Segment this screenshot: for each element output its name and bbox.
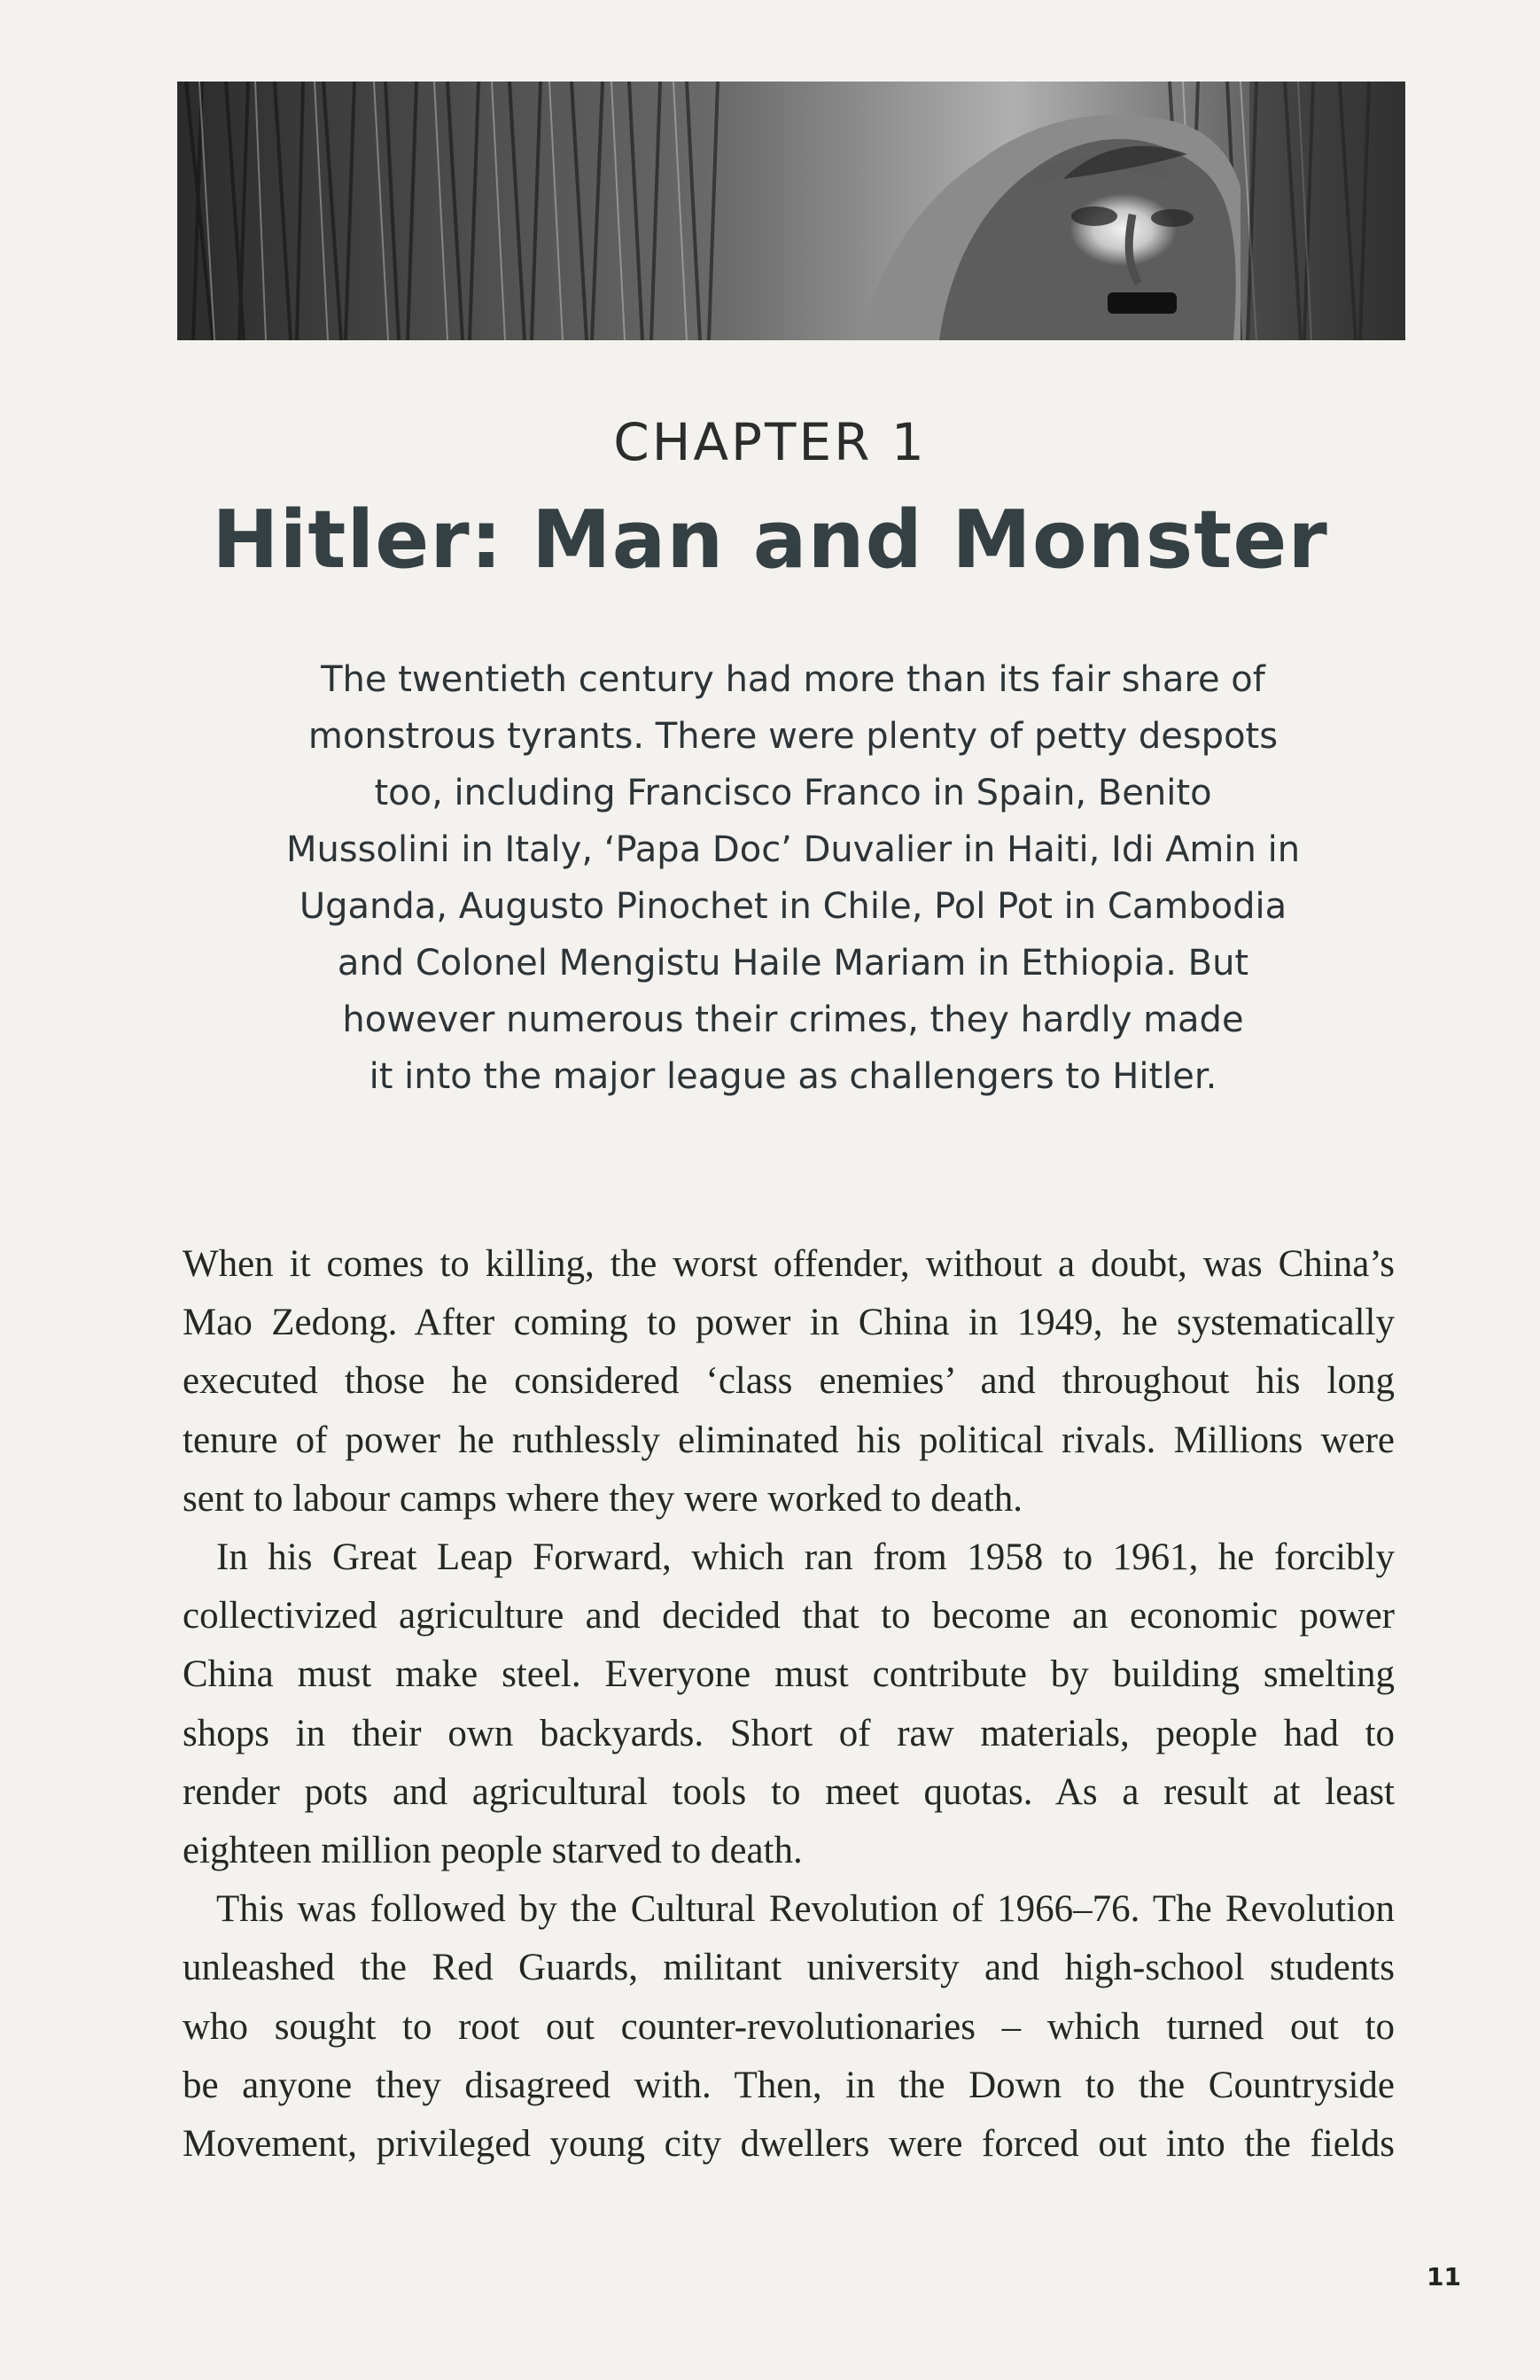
body-line: collectivized agriculture and decided that to become an economic power (183, 1595, 1395, 1637)
intro-line: The twentieth century had more than its fair share of (321, 659, 1265, 700)
body-line: In his Great Leap Forward, which ran from 1958 to 1961, he forcibly (216, 1536, 1395, 1579)
page-number: 11 (1427, 2262, 1461, 2291)
intro-line: monstrous tyrants. There were plenty of petty despots (307, 716, 1279, 757)
body-line: executed those he considered ‘class enemies’ and throughout his long (183, 1360, 1395, 1403)
body-paragraph (183, 1880, 1395, 2174)
body-line: who sought to root out counter-revolutionaries – which turned out to (183, 2005, 1395, 2048)
intro-line: and Colonel Mengistu Haile Mariam in Ethiopia. But (337, 943, 1249, 984)
body-line: China must make steel. Everyone must contribute by building smelting (183, 1653, 1395, 1696)
body-line: unleashed the Red Guards, militant university and high-school students (183, 1947, 1395, 1989)
chapter-introduction (217, 651, 1369, 1105)
body-line: Mao Zedong. After coming to power in China in 1949, he systematically (183, 1302, 1395, 1344)
body-line: Movement, privileged young city dwellers were forced out into the fields (183, 2123, 1395, 2166)
intro-line: Mussolini in Italy, ‘Papa Doc’ Duvalier in Haiti, Idi Amin in (285, 829, 1301, 870)
chapter-header-image (177, 82, 1405, 340)
body-line: eighteen million people starved to death. (183, 1830, 803, 1872)
chapter-body-text (183, 1235, 1395, 2174)
portrait-banner-illustration (177, 82, 1405, 340)
body-line: This was followed by the Cultural Revolution of 1966–76. The Revolution (216, 1888, 1395, 1931)
body-line: tenure of power he ruthlessly eliminated his political rivals. Millions were (183, 1419, 1395, 1461)
chapter-title: Hitler: Man and Monster (212, 494, 1328, 587)
body-line: render pots and agricultural tools to meet quotas. As a result at least (183, 1770, 1395, 1813)
body-paragraph (183, 1528, 1395, 1880)
body-line: shops in their own backyards. Short of raw materials, people had to (183, 1712, 1395, 1754)
body-line: sent to labour camps where they were worked to death. (183, 1477, 1023, 1520)
intro-line: it into the major league as challengers to Hitler. (369, 1056, 1217, 1097)
intro-line: Uganda, Augusto Pinochet in Chile, Pol Pot in Cambodia (299, 886, 1287, 927)
chapter-label: CHAPTER 1 (613, 412, 927, 472)
intro-line: too, including Francisco Franco in Spain, Benito (374, 773, 1212, 813)
body-line: be anyone they disagreed with. Then, in the Down to the Countryside (183, 2064, 1395, 2106)
body-line: When it comes to killing, the worst offender, without a doubt, was China’s (183, 1243, 1395, 1285)
body-paragraph (183, 1235, 1395, 1528)
intro-line: however numerous their crimes, they hardly made (342, 999, 1244, 1040)
